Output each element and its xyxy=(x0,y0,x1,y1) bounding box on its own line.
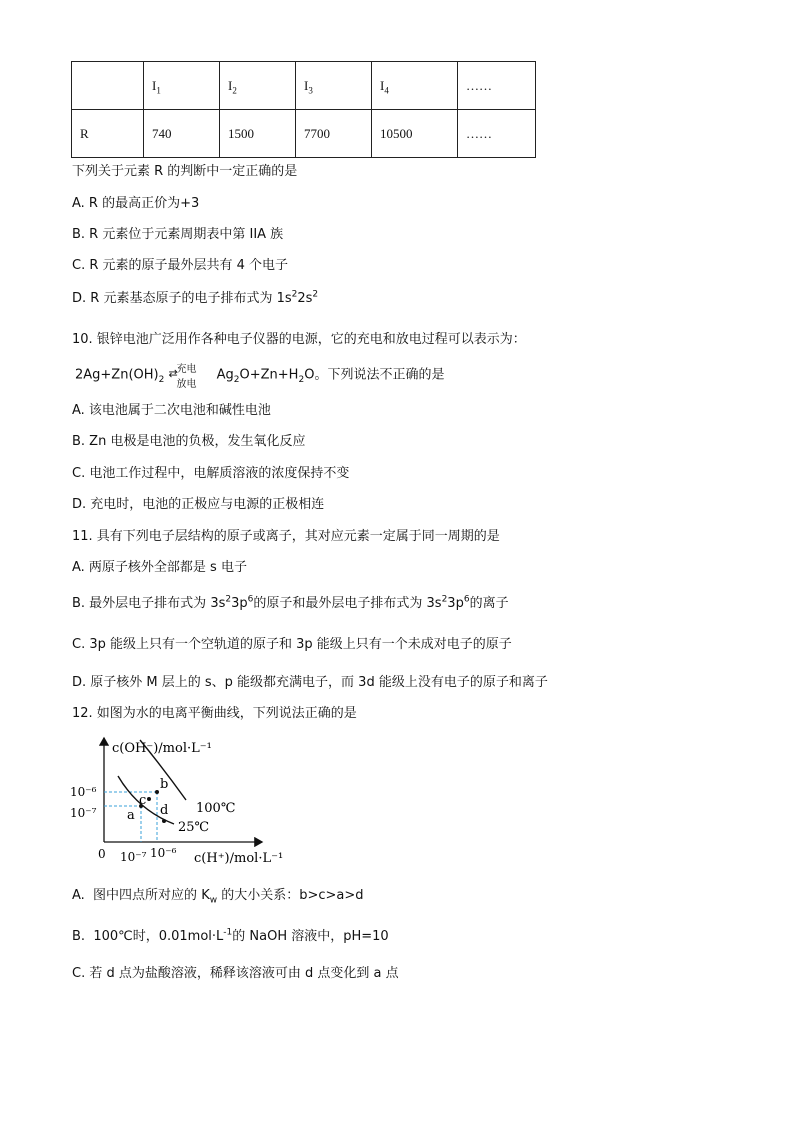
point-d xyxy=(162,819,166,823)
q10-equation: $2Ag+Zn(OH)_2$ ⇄ 充电 放电 $Ag_2O+Zn+H_2O$。下列说法不正确的是 xyxy=(75,364,445,390)
curve-100c-label: 100℃ xyxy=(196,801,236,816)
q10-option-d: D. 充电时，电池的正极应与电源的正极相连 xyxy=(72,497,325,512)
q9-option-d: D. R 元素基态原子的电子排布式为 $1s^22s^2$ xyxy=(72,289,319,306)
y-tick-high: 10⁻⁶ xyxy=(70,785,97,799)
q9-option-b: B. R 元素位于元素周期表中第 IIA 族 xyxy=(72,227,284,242)
water-ionization-diagram xyxy=(68,728,308,870)
q12-option-a: A. 图中四点所对应的 $K_w$ 的大小关系：b>c>a>d xyxy=(72,888,364,906)
ionization-energy-table xyxy=(71,61,536,158)
q11-option-d: D. 原子核外 M 层上的 s、p 能级都充满电子，而 3d 能级上没有电子的原子和离子 xyxy=(72,675,548,690)
q9-stem: 下列关于元素 R 的判断中一定正确的是 xyxy=(72,164,298,179)
q11-stem: 11. 具有下列电子层结构的原子或离子，其对应元素一定属于同一周期的是 xyxy=(72,529,500,544)
curve-25c-label: 25℃ xyxy=(178,820,210,835)
q9-option-c: C. R 元素的原子最外层共有 4 个电子 xyxy=(72,258,289,273)
q12-option-c: C. 若 d 点为盐酸溶液，稀释该溶液可由 d 点变化到 a 点 xyxy=(72,966,399,981)
y-tick-low: 10⁻⁷ xyxy=(70,806,97,820)
origin-label: 0 xyxy=(98,847,106,861)
q9-option-a: A. R 的最高正价为+3 xyxy=(72,196,200,211)
table-cell: $I_4$ xyxy=(372,62,458,110)
q10-option-b: B. Zn 电极是电池的负极，发生氧化反应 xyxy=(72,434,306,449)
point-c xyxy=(147,797,151,801)
table-header-row xyxy=(72,62,536,110)
q10-option-a: A. 该电池属于二次电池和碱性电池 xyxy=(72,403,271,418)
q11-option-c: C. 3p 能级上只有一个空轨道的原子和 3p 能级上只有一个未成对电子的原子 xyxy=(72,637,512,652)
table-cell: 7700 xyxy=(296,110,372,158)
table-cell: $I_3$ xyxy=(296,62,372,110)
table-cell: $I_2$ xyxy=(220,62,296,110)
x-tick-low: 10⁻⁷ xyxy=(120,850,147,864)
table-row xyxy=(72,110,536,158)
q10-stem: 10. 银锌电池广泛用作各种电子仪器的电源，它的充电和放电过程可以表示为： xyxy=(72,332,526,347)
table-cell: $I_1$ xyxy=(144,62,220,110)
table-cell: 10500 xyxy=(372,110,458,158)
table-cell: R xyxy=(72,110,144,158)
point-b-label: b xyxy=(160,777,169,792)
x-tick-high: 10⁻⁶ xyxy=(150,846,177,860)
point-a-label: a xyxy=(127,808,135,823)
point-d-label: d xyxy=(160,803,169,818)
point-c-label: c xyxy=(139,793,147,808)
table-cell: 740 xyxy=(144,110,220,158)
x-axis-label: c(H⁺)/mol·L⁻¹ xyxy=(194,851,284,866)
y-axis-label: c(OH⁻)/mol·L⁻¹ xyxy=(112,741,212,756)
q12-option-b: B. 100℃时，$0.01mol\cdot L^{-1}$的 NaOH 溶液中，pH=10 xyxy=(72,927,389,944)
table-cell: …… xyxy=(458,62,536,110)
point-b xyxy=(155,790,159,794)
q11-option-b: B. 最外层电子排布式为 $3s^23p^6$的原子和最外层电子排布式为 $3s^23p^6$的离子 xyxy=(72,594,509,611)
table-cell xyxy=(72,62,144,110)
q11-option-a: A. 两原子核外全部都是 s 电子 xyxy=(72,560,247,575)
q10-option-c: C. 电池工作过程中，电解质溶液的浓度保持不变 xyxy=(72,466,350,481)
table-cell: 1500 xyxy=(220,110,296,158)
q12-stem: 12. 如图为水的电离平衡曲线，下列说法正确的是 xyxy=(72,706,357,721)
reversible-arrow-icon: ⇄ 充电 放电 xyxy=(168,364,197,390)
table-cell: …… xyxy=(458,110,536,158)
